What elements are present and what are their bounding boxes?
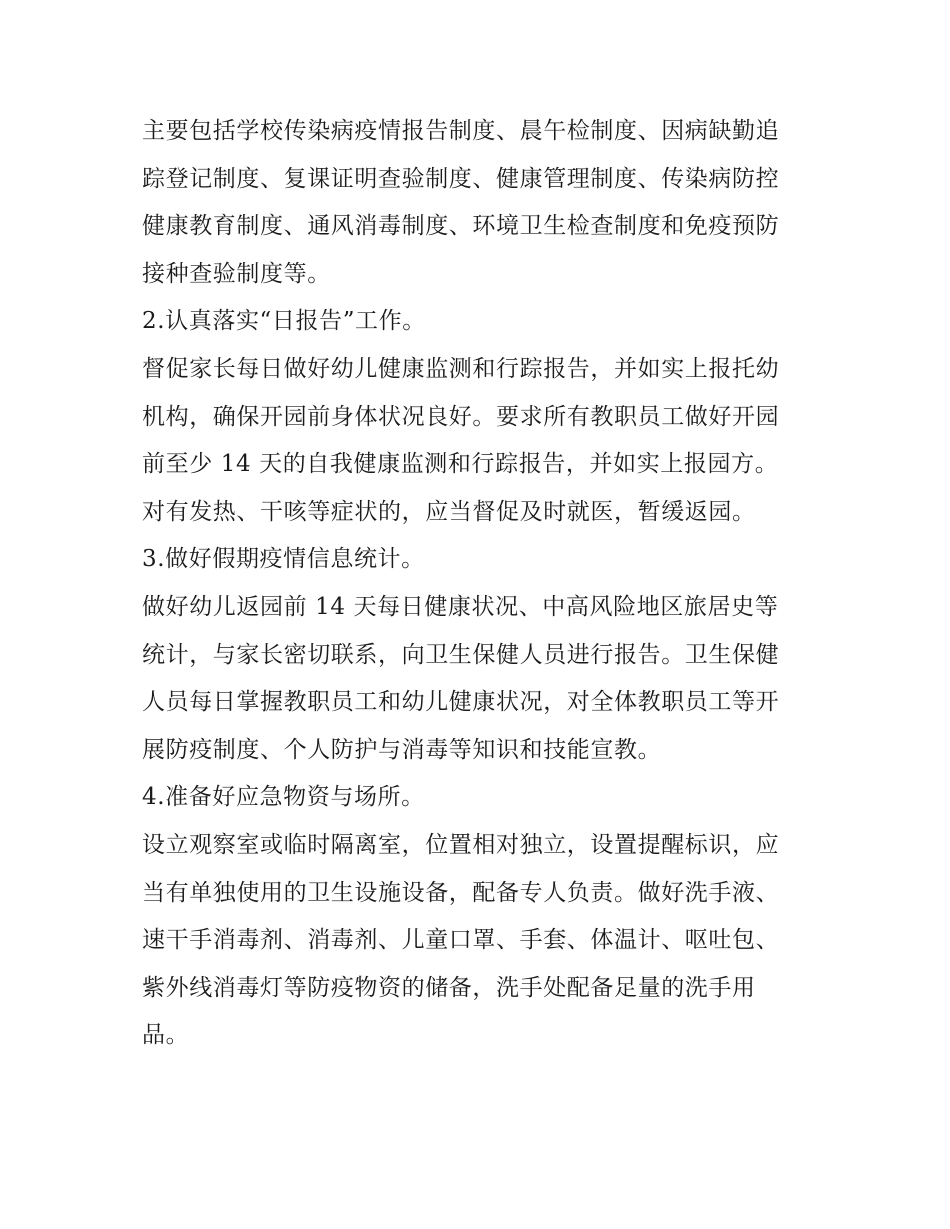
text-line: 主要包括学校传染病疫情报告制度、晨午检制度、因病缺勤追 <box>142 118 780 144</box>
section-heading: 4.准备好应急物资与场所。 <box>142 784 425 811</box>
document-body <box>142 108 822 1060</box>
text-line: 展防疫制度、个人防护与消毒等知识和技能宣教。 <box>142 736 662 763</box>
text-line: 设立观察室或临时隔离室，位置相对独立，设置提醒标识，应 <box>142 831 780 858</box>
text-line: 对有发热、干咳等症状的，应当督促及时就医，暂缓返园。 <box>142 498 756 525</box>
text-line: 接种查验制度等。 <box>142 260 331 287</box>
text-line: 健康教育制度、通风消毒制度、环境卫生检查制度和免疫预防 <box>142 213 780 240</box>
text-line: 品。 <box>142 1022 190 1049</box>
text-line: 速干手消毒剂、消毒剂、儿童口罩、手套、体温计、呕吐包、 <box>142 927 780 954</box>
section-heading: 3.做好假期疫情信息统计。 <box>142 546 425 573</box>
section-heading: 2.认真落实“日报告”工作。 <box>142 308 426 335</box>
text-line: 人员每日掌握教职员工和幼儿健康状况，对全体教职员工等开 <box>142 689 780 716</box>
text-line: 统计，与家长密切联系，向卫生保健人员进行报告。卫生保健 <box>142 641 780 668</box>
text-line: 机构，确保开园前身体状况良好。要求所有教职员工做好开园 <box>142 403 780 430</box>
text-line: 当有单独使用的卫生设施设备，配备专人负责。做好洗手液、 <box>142 879 780 906</box>
text-line: 督促家长每日做好幼儿健康监测和行踪报告，并如实上报托幼 <box>142 355 780 382</box>
text-line: 做好幼儿返园前 14 天每日健康状况、中高风险地区旅居史等 <box>142 593 779 620</box>
text-line: 前至少 14 天的自我健康监测和行踪报告，并如实上报园方。 <box>142 451 779 478</box>
text-line: 踪登记制度、复课证明查验制度、健康管理制度、传染病防控 <box>142 165 780 192</box>
text-line: 紫外线消毒灯等防疫物资的储备，洗手处配备足量的洗手用 <box>142 974 756 1001</box>
